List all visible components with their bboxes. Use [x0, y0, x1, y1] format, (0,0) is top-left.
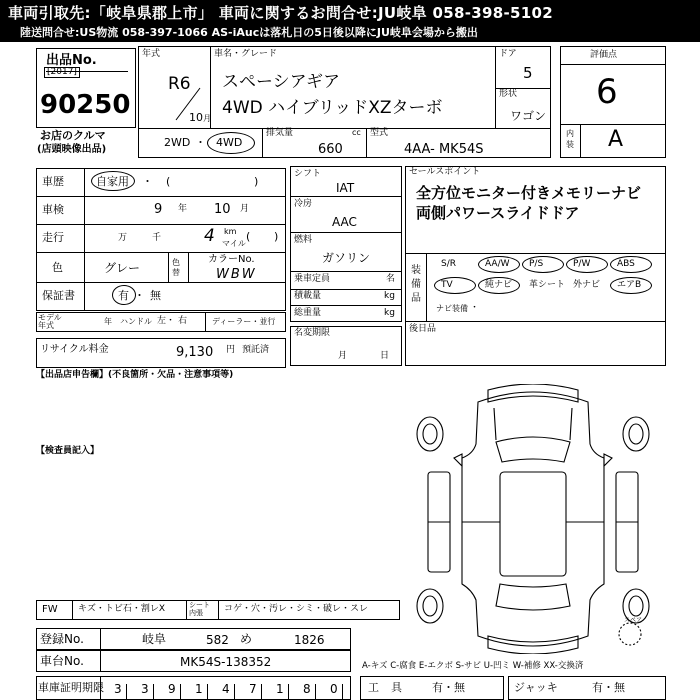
- equipment-item: S/R: [441, 259, 456, 269]
- lot-number: 90250: [40, 90, 131, 120]
- mileage-bracket-close: ): [274, 230, 279, 243]
- shop-label: お店のクルマ: [40, 129, 106, 142]
- drive-sep: ・: [195, 136, 206, 149]
- certificate-digit: 1: [276, 682, 284, 696]
- equipment-item: P/W: [573, 259, 591, 269]
- name-change-unit2: 日: [380, 351, 390, 361]
- doors-label: ドア: [499, 49, 517, 59]
- certificate-digit: 1: [195, 682, 203, 696]
- spare-tire: [619, 623, 641, 645]
- shape-label: 形状: [499, 89, 518, 99]
- handle-right: 右: [178, 316, 188, 326]
- warranty-yes: 有: [118, 289, 129, 302]
- seat-label: シート内張: [189, 601, 210, 617]
- sales-point-line1: 全方位モニター付きメモリーナビ: [416, 184, 642, 202]
- tools-label: 工具: [368, 681, 414, 694]
- aircon-value: AAC: [332, 215, 357, 229]
- color-label: 色: [52, 261, 63, 274]
- drive-2wd: 2WD: [164, 136, 191, 149]
- chassis-label: 車台No.: [40, 654, 84, 668]
- certificate-label: 車庫証明期限: [38, 681, 104, 694]
- damage-legend: A-キズ C-腐食 E-エクボ S-サビ U-凹ミ W-補修 XX-交換済: [362, 661, 584, 671]
- score-value: 6: [596, 72, 618, 112]
- warranty-sep: ・: [134, 289, 145, 302]
- color-value: グレー: [104, 261, 141, 275]
- score-label: 評価点: [590, 50, 618, 60]
- interior-label: 内装: [566, 129, 574, 149]
- seat-options: コゲ・穴・汚レ・シミ・破レ・スレ: [224, 604, 369, 614]
- wheel-front-right: [623, 417, 649, 451]
- dealer-note: 【出品店申告欄】(不良箇所・欠品・注意事項等): [36, 370, 234, 380]
- registration-area: 岐阜: [142, 632, 167, 646]
- mileage-man: 万: [118, 233, 128, 243]
- fw-options: キズ・トビ石・割レX: [78, 604, 165, 614]
- name-change-unit: 月: [338, 351, 348, 361]
- displacement-label: 排気量: [266, 128, 294, 138]
- lot-label: 出品No.: [46, 53, 97, 68]
- navi-label: ナビ装備: [436, 304, 468, 313]
- history-value: 自家用: [96, 175, 129, 188]
- recycle-label: リサイクル料金: [40, 344, 109, 355]
- shift-value: IAT: [336, 181, 355, 195]
- car-grade: 4WD ハイブリッドXZターボ: [222, 98, 443, 118]
- model-code-label: 型式: [370, 128, 389, 138]
- history-bracket-close: ): [254, 175, 259, 188]
- certificate-digit: 3: [114, 682, 122, 696]
- mileage-sen: 千: [152, 233, 162, 243]
- fw-label: FW: [42, 604, 58, 615]
- registration-class: 582: [206, 633, 229, 647]
- equipment-item: TV: [441, 280, 453, 290]
- car-name: スペーシアギア: [222, 72, 340, 92]
- mileage-km: km: [224, 227, 237, 236]
- header-line-1: 車両引取先:「岐阜県郡上市」 車両に関するお問合せ:JU岐阜 058-398-5102: [8, 4, 553, 22]
- front-bumper: [488, 384, 578, 402]
- total-weight-label: 総重量: [294, 308, 322, 318]
- registration-label: 登録No.: [40, 632, 84, 646]
- jack-value: 有・無: [592, 681, 625, 694]
- certificate-digit: 7: [249, 682, 257, 696]
- jack-label: ジャッキ: [514, 681, 558, 694]
- certificate-digit: 4: [222, 682, 230, 696]
- load-label: 積載量: [294, 291, 322, 301]
- equipment-item: 革シート: [529, 280, 566, 290]
- model-code: 4AA- MK54S: [404, 142, 484, 157]
- equipment-label: 装備品: [411, 265, 421, 304]
- equipment-item: ABS: [617, 259, 635, 269]
- registration-number: 1826: [294, 633, 325, 647]
- handle-sep: ・: [166, 316, 176, 326]
- spare-label: スペア: [624, 617, 643, 624]
- dealer-label: ディーラー・並行: [212, 317, 276, 326]
- equipment-item: 純ナビ: [485, 280, 513, 290]
- model-year: R6: [168, 74, 191, 94]
- handle-label: ハンドル: [120, 317, 152, 326]
- windshield: [496, 437, 570, 462]
- aircon-label: 冷房: [294, 199, 313, 209]
- drive-4wd: 4WD: [216, 136, 243, 149]
- year-badge: [2017]: [44, 67, 80, 78]
- load-unit: kg: [384, 291, 395, 301]
- inspector-note: 【検査員記入】: [36, 446, 100, 456]
- capacity-unit: 名: [386, 274, 396, 284]
- capacity-label: 乗車定員: [294, 274, 331, 284]
- warranty-no: 無: [150, 289, 161, 302]
- shape-value: ワゴン: [510, 109, 547, 123]
- rear-bumper: [488, 636, 578, 654]
- mileage-value: 4: [204, 226, 215, 246]
- recycle-value: 9,130: [176, 345, 214, 360]
- certificate-digit: 8: [303, 682, 311, 696]
- model-row-year-unit: 年: [104, 317, 112, 326]
- sales-point-label: セールスポイント: [409, 167, 481, 177]
- certificate-digit: 3: [141, 682, 149, 696]
- warranty-label: 保証書: [42, 289, 75, 302]
- header-line-2: 陸送問合せ:US物流 058-397-1066 AS-iAucは落札日の5日後以降にJU岐阜会場から搬出: [20, 26, 478, 39]
- equipment-item: P/S: [529, 259, 544, 269]
- shaken-year: 9: [154, 202, 163, 217]
- displacement-unit: cc: [352, 128, 361, 137]
- rear-glass: [496, 584, 570, 610]
- roof: [500, 472, 566, 576]
- name-change-label: 名変期限: [294, 328, 331, 338]
- certificate-digit: 9: [168, 682, 176, 696]
- history-bracket-open: (: [166, 175, 171, 188]
- shift-label: シフト: [294, 169, 322, 179]
- car-body-outline: [462, 392, 604, 646]
- chassis-value: MK54S-138352: [180, 655, 272, 669]
- color-code: WBW: [216, 267, 257, 282]
- certificate-digit: 0: [330, 682, 338, 696]
- equipment-item: エアB: [617, 280, 642, 290]
- color-code-label: カラーNo.: [208, 254, 255, 265]
- tools-value: 有・無: [432, 681, 465, 694]
- mileage-bracket-open: (: [246, 230, 251, 243]
- shaken-month: 10: [214, 202, 231, 217]
- color-change-label: 色替: [172, 258, 180, 277]
- shaken-label: 車検: [42, 203, 64, 216]
- car-name-label: 車名・グレード: [214, 49, 278, 59]
- recycle-note: 預託済: [242, 345, 270, 355]
- wheel-front-left: [417, 417, 443, 451]
- wheel-rear-left: [417, 589, 443, 623]
- doors-value: 5: [523, 64, 533, 82]
- fuel-value: ガソリン: [322, 251, 371, 265]
- model-row-label: モデル 年式: [38, 313, 62, 330]
- nenshiki-label: 年式: [142, 49, 161, 59]
- equipment-item: AA/W: [485, 259, 510, 269]
- displacement-value: 660: [318, 142, 343, 157]
- mileage-mile: マイル: [222, 239, 246, 248]
- sales-point-line2: 両側パワースライドドア: [416, 204, 580, 222]
- other-date-label: 後日品: [409, 324, 437, 334]
- equipment-item: 外ナビ: [573, 280, 601, 290]
- handle-left: 左: [157, 316, 167, 326]
- shaken-month-unit: 月: [240, 204, 250, 214]
- registration-kana: め: [240, 632, 253, 646]
- shop-sub: (店頭映像出品): [37, 144, 107, 155]
- history-extra: ・: [142, 175, 153, 188]
- history-label: 車歴: [42, 175, 64, 188]
- shaken-year-unit: 年: [178, 204, 188, 214]
- recycle-unit: 円: [226, 345, 236, 355]
- fuel-label: 燃料: [294, 235, 313, 245]
- total-weight-unit: kg: [384, 308, 395, 318]
- model-month: 10月: [189, 111, 211, 124]
- mileage-label: 走行: [42, 231, 64, 244]
- navi-dots: ・: [470, 303, 480, 313]
- interior-value: A: [608, 127, 624, 152]
- car-damage-diagram: [408, 384, 658, 654]
